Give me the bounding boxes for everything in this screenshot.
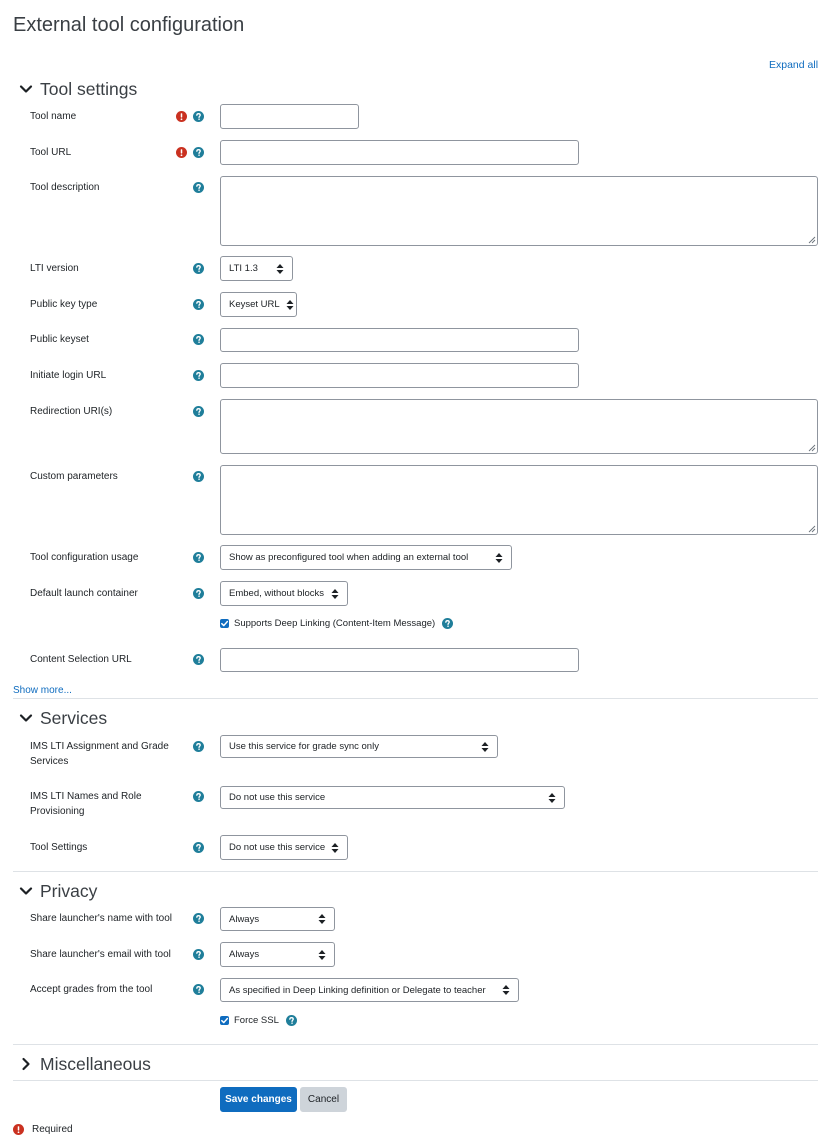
field-label-custom-parameters: Custom parameters <box>30 471 118 482</box>
exclamation-circle-icon <box>13 1124 24 1135</box>
sort-arrows-icon <box>276 264 284 274</box>
section-divider <box>13 1044 818 1045</box>
exclamation-circle-icon <box>176 147 187 158</box>
content-selection-url-input[interactable] <box>220 648 579 672</box>
exclamation-circle-icon <box>176 111 187 122</box>
tool-name-input[interactable] <box>220 104 359 129</box>
chevron-right-icon <box>18 1056 34 1072</box>
sort-arrows-icon <box>495 553 503 563</box>
sort-arrows-icon <box>318 914 326 924</box>
field-label-ags <box>30 739 169 769</box>
question-circle-icon[interactable] <box>193 334 204 345</box>
section-title: Miscellaneous <box>40 1053 151 1074</box>
question-circle-icon[interactable] <box>193 299 204 310</box>
show-more-link[interactable]: Show more... <box>13 685 72 696</box>
sort-arrows-icon <box>286 300 294 310</box>
force-ssl-checkbox[interactable] <box>220 1016 229 1025</box>
field-label-share-email: Share launcher's email with tool <box>30 949 171 960</box>
resize-grip-icon[interactable] <box>808 236 816 244</box>
redirection-uris-textarea[interactable] <box>220 399 818 454</box>
question-circle-icon[interactable] <box>193 791 204 802</box>
field-label-launch-container: Default launch container <box>30 588 138 599</box>
lti-version-select[interactable] <box>220 256 293 281</box>
deep-linking-checkbox-row <box>220 618 453 629</box>
expand-all-link[interactable]: Expand all <box>769 59 819 71</box>
question-circle-icon[interactable] <box>193 984 204 995</box>
public-key-type-select[interactable] <box>220 292 297 317</box>
required-note-text: Required <box>32 1124 73 1135</box>
chevron-down-icon <box>18 710 34 726</box>
question-circle-icon[interactable] <box>286 1015 297 1026</box>
question-circle-icon[interactable] <box>193 654 204 665</box>
field-label-lti-version: LTI version <box>30 263 79 274</box>
sort-arrows-icon <box>502 985 510 995</box>
accept-grades-select[interactable] <box>220 978 519 1002</box>
sort-arrows-icon <box>481 742 489 752</box>
section-divider <box>13 871 818 872</box>
chevron-down-icon <box>18 883 34 899</box>
field-label-public-keyset: Public keyset <box>30 334 89 345</box>
field-label-public-key-type: Public key type <box>30 299 98 310</box>
nrps-select[interactable] <box>220 786 565 809</box>
question-circle-icon[interactable] <box>193 949 204 960</box>
field-label-initiate-login-url: Initiate login URL <box>30 370 107 381</box>
section-title: Privacy <box>40 880 98 901</box>
select-value: Use this service for grade sync only <box>229 741 379 752</box>
section-header-miscellaneous[interactable] <box>18 1053 151 1075</box>
section-header-privacy[interactable] <box>18 880 97 902</box>
share-email-select[interactable] <box>220 942 335 967</box>
cancel-button[interactable]: Cancel <box>300 1087 347 1112</box>
question-circle-icon[interactable] <box>193 552 204 563</box>
question-circle-icon[interactable] <box>442 618 453 629</box>
select-value: Keyset URL <box>229 299 280 310</box>
field-label-share-name: Share launcher's name with tool <box>30 913 172 924</box>
question-circle-icon[interactable] <box>193 406 204 417</box>
tool-url-input[interactable] <box>220 140 579 165</box>
field-label-tool-settings-service: Tool Settings <box>30 842 88 853</box>
field-label-accept-grades: Accept grades from the tool <box>30 984 153 995</box>
section-divider <box>13 698 818 699</box>
question-circle-icon[interactable] <box>193 147 204 158</box>
select-value: Always <box>229 949 260 960</box>
question-circle-icon[interactable] <box>193 182 204 193</box>
tool-settings-service-select[interactable] <box>220 835 348 860</box>
label-line: Provisioning <box>30 806 85 817</box>
question-circle-icon[interactable] <box>193 111 204 122</box>
field-label-tool-name: Tool name <box>30 111 77 122</box>
public-keyset-input[interactable] <box>220 328 579 352</box>
field-label-tool-description: Tool description <box>30 182 100 193</box>
ags-select[interactable] <box>220 735 498 758</box>
select-value: Do not use this service <box>229 842 326 853</box>
checkmark-icon <box>220 619 229 628</box>
select-value: Do not use this service <box>229 792 326 803</box>
label-line: IMS LTI Names and Role <box>30 791 142 802</box>
field-label-tool-url: Tool URL <box>30 147 72 158</box>
select-value: Always <box>229 913 260 925</box>
question-circle-icon[interactable] <box>193 588 204 599</box>
select-value: As specified in Deep Linking definition or Delegate to teacher <box>229 984 486 996</box>
field-label-content-selection-url: Content Selection URL <box>30 654 132 665</box>
question-circle-icon[interactable] <box>193 842 204 853</box>
sort-arrows-icon <box>331 589 339 599</box>
section-header-tool-settings[interactable] <box>18 78 137 100</box>
question-circle-icon[interactable] <box>193 370 204 381</box>
required-note <box>13 1124 73 1135</box>
question-circle-icon[interactable] <box>193 263 204 274</box>
field-label-redirection-uris: Redirection URI(s) <box>30 406 113 417</box>
share-name-select[interactable] <box>220 907 335 931</box>
checkmark-icon <box>220 1016 229 1025</box>
save-changes-button[interactable]: Save changes <box>220 1087 297 1112</box>
question-circle-icon[interactable] <box>193 471 204 482</box>
field-label-config-usage: Tool configuration usage <box>30 552 139 563</box>
select-value: LTI 1.3 <box>229 263 258 274</box>
select-value: Embed, without blocks <box>229 588 325 599</box>
chevron-down-icon <box>18 81 34 97</box>
page-title: External tool configuration <box>13 14 245 36</box>
section-header-services[interactable] <box>18 707 107 729</box>
checkbox-label: Force SSL <box>234 1015 279 1026</box>
section-title: Tool settings <box>40 78 138 99</box>
launch-container-select[interactable] <box>220 581 348 606</box>
section-divider <box>13 1080 818 1081</box>
sort-arrows-icon <box>331 843 339 853</box>
custom-parameters-textarea[interactable] <box>220 465 818 535</box>
label-line: IMS LTI Assignment and Grade <box>30 741 169 752</box>
config-usage-select[interactable] <box>220 545 512 570</box>
checkbox-label: Supports Deep Linking (Content-Item Message) <box>234 618 436 629</box>
question-circle-icon[interactable] <box>193 741 204 752</box>
sort-arrows-icon <box>318 950 326 960</box>
sort-arrows-icon <box>548 793 556 803</box>
field-label-nrps <box>30 789 142 819</box>
deep-linking-checkbox[interactable] <box>220 619 229 628</box>
resize-grip-icon[interactable] <box>808 525 816 533</box>
select-value: Show as preconfigured tool when adding an external tool <box>229 552 469 563</box>
force-ssl-checkbox-row <box>220 1015 297 1026</box>
section-title: Services <box>40 707 108 728</box>
resize-grip-icon[interactable] <box>808 444 816 452</box>
label-line: Services <box>30 756 69 767</box>
initiate-login-url-input[interactable] <box>220 363 579 388</box>
question-circle-icon[interactable] <box>193 913 204 924</box>
tool-description-textarea[interactable] <box>220 176 818 246</box>
